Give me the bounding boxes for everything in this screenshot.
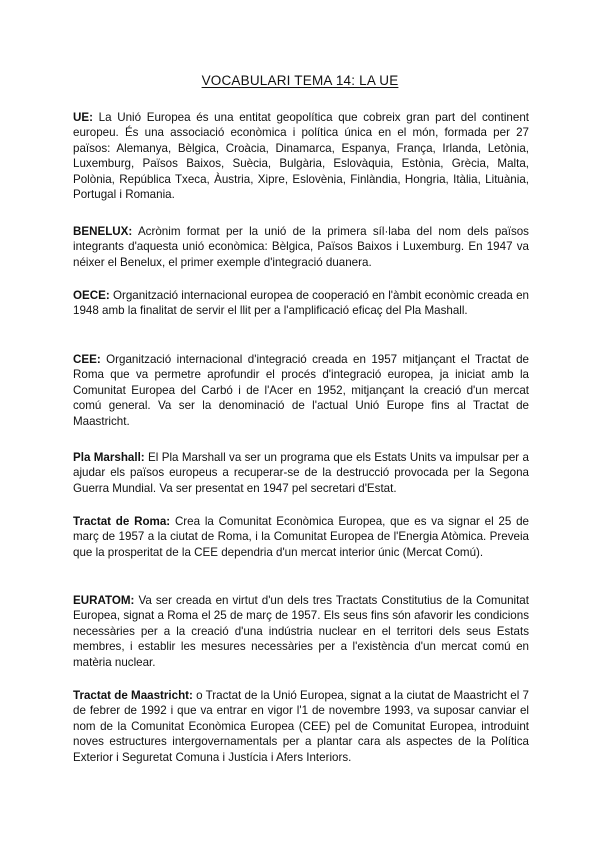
vocab-entry-oece: [73, 288, 529, 319]
entry-definition: El Pla Marshall va ser un programa que els Estats Units va impulsar per a ajudar els països europeus a recuperar-se de la destrucció provocada per la Segona Guerra Mundial. Va ser presentat en 1947 pel secretari d'Estat.: [73, 451, 529, 495]
entry-definition: Organització internacional d'integració creada en 1957 mitjançant el Tractat de Roma que va permetre aprofundir el procés d'integració europea, ja iniciat amb la Comunitat Europea del Carbó i de l'Acer en 1952, mitjançant la creació d'un mercat comú general. Va ser la denominació de l'actual Unió Europe fins al Tractat de Maastricht.: [73, 353, 529, 428]
entry-term: EURATOM:: [73, 594, 135, 607]
vocab-entry-euratom: [73, 593, 529, 670]
document-title: VOCABULARI TEMA 14: LA UE: [201, 73, 399, 88]
vocab-entry-tractat-maastricht: [73, 688, 529, 765]
entry-definition: Organització internacional europea de cooperació en l'àmbit econòmic creada en 1948 amb la finalitat de servir el llit per a l'amplificació eficaç del Pla Mashall.: [73, 289, 529, 318]
vocab-entry-tractat-roma: [73, 514, 529, 560]
entry-term: CEE:: [73, 353, 101, 366]
entry-term: UE:: [73, 111, 93, 124]
entry-term: OECE:: [73, 289, 110, 302]
entry-definition: Va ser creada en virtut d'un dels tres Tractats Constitutius de la Comunitat Europea, signat a Roma el 25 de març de 1957. Els seus fins són afavorir les condicions necessàries per a la creació d'una indústria nuclear en el territori dels seus Estats membres, i establir les mesures necessàries per a l'existència d'un mercat comú en matèria nuclear.: [73, 594, 529, 669]
entry-definition: Acrònim format per la unió de la primera síl·laba del nom dels països integrants d'aquesta unió econòmica: Bèlgica, Països Baixos i Luxemburg. En 1947 va néixer el Benelux, el primer exemple d'integració duanera.: [73, 225, 529, 269]
entry-term: Tractat de Roma:: [73, 515, 171, 528]
entry-term: BENELUX:: [73, 225, 133, 238]
entry-definition: La Unió Europea és una entitat geopolítica que cobreix gran part del continent europeu. És una associació econòmica i política única en el món, formada per 27 països: Alemanya, Bèlgica, Croàcia, Dinamarca, Espanya, França, Irlanda, Letònia, Luxemburg, Països Baixos, Suècia, Bulgària, Eslovàquia, Estònia, Grècia, Malta, Polònia, República Txeca, Àustria, Xipre, Eslovènia, Finlàndia, Hongria, Itàlia, Lituània, Portugal i Romania.: [73, 111, 529, 202]
entry-definition: Crea la Comunitat Econòmica Europea, que es va signar el 25 de març de 1957 a la ciutat de Roma, i la Comunitat Europea de l'Energia Atòmica. Preveia que la prosperitat de la CEE dependria d'un mercat interior únic (Mercat Comú).: [73, 515, 529, 559]
vocab-entry-pla-marshall: [73, 450, 529, 496]
vocab-entry-ue: [73, 110, 529, 202]
vocab-entry-benelux: [73, 224, 529, 270]
vocab-entry-cee: [73, 352, 529, 429]
entry-definition: o Tractat de la Unió Europea, signat a la ciutat de Maastricht el 7 de febrer de 1992 i que va entrar en vigor l'1 de novembre 1993, va suposar canviar el nom de la Comunitat Econòmica Europea (CEE) pel de Comunitat Europea, introduint noves estructures intergovernamentals per a plantar cara als aspectes de la Política Exterior i Seguretat Comuna i Justícia i Afers Interiors.: [73, 689, 529, 764]
entry-term: Pla Marshall:: [73, 451, 145, 464]
entry-term: Tractat de Maastricht:: [73, 689, 193, 702]
